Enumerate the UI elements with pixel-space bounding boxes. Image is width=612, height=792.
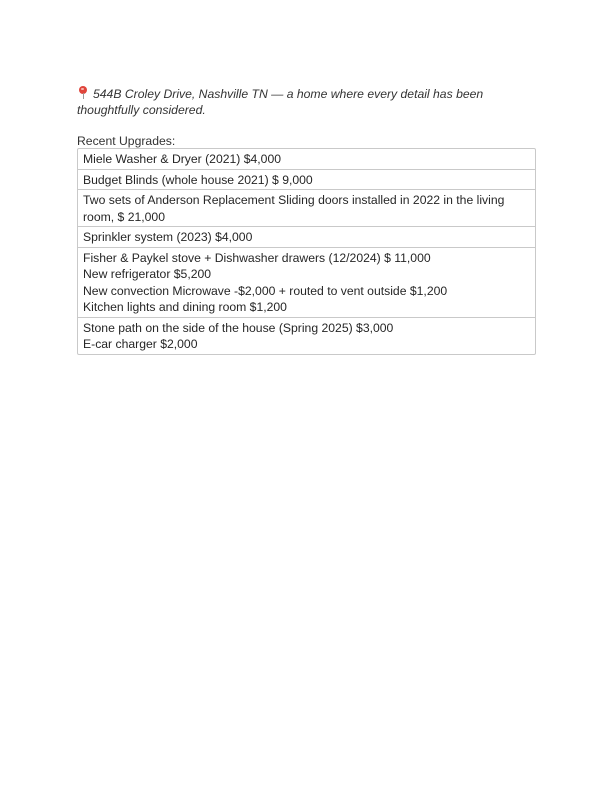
upgrade-row: [78, 317, 535, 354]
upgrade-item: Budget Blinds (whole house 2021) $ 9,000: [83, 172, 313, 187]
property-intro: [77, 86, 537, 118]
upgrade-row: [78, 169, 535, 190]
upgrade-item: E-car charger $2,000: [83, 337, 198, 351]
upgrade-row: [78, 189, 535, 226]
upgrade-item: Fisher & Paykel stove + Dishwasher drawers (12/2024) $ 11,000: [83, 250, 431, 265]
upgrade-item: Stone path on the side of the house (Spring 2025) $3,000: [83, 320, 394, 335]
upgrades-table: [77, 148, 536, 355]
upgrade-item: Two sets of Anderson Replacement Sliding doors installed in 2022 in the living room, $ 21,000: [83, 193, 505, 224]
upgrade-item: New refrigerator $5,200: [83, 267, 212, 281]
upgrade-row: [78, 226, 535, 247]
upgrade-row: [78, 149, 535, 169]
upgrade-row: [78, 247, 535, 317]
upgrade-item: Miele Washer & Dryer (2021) $4,000: [83, 152, 282, 166]
property-intro-text: 544B Croley Drive, Nashville TN — a home where every detail has been thoughtfully considered.: [77, 87, 484, 117]
upgrade-item: Sprinkler system (2023) $4,000: [83, 230, 253, 244]
upgrade-item: Kitchen lights and dining room $1,200: [83, 300, 287, 314]
recent-upgrades-label: Recent Upgrades:: [77, 134, 176, 148]
upgrade-item: New convection Microwave -$2,000 + routed to vent outside $1,200: [83, 283, 448, 298]
round-pushpin-icon: [77, 86, 89, 99]
